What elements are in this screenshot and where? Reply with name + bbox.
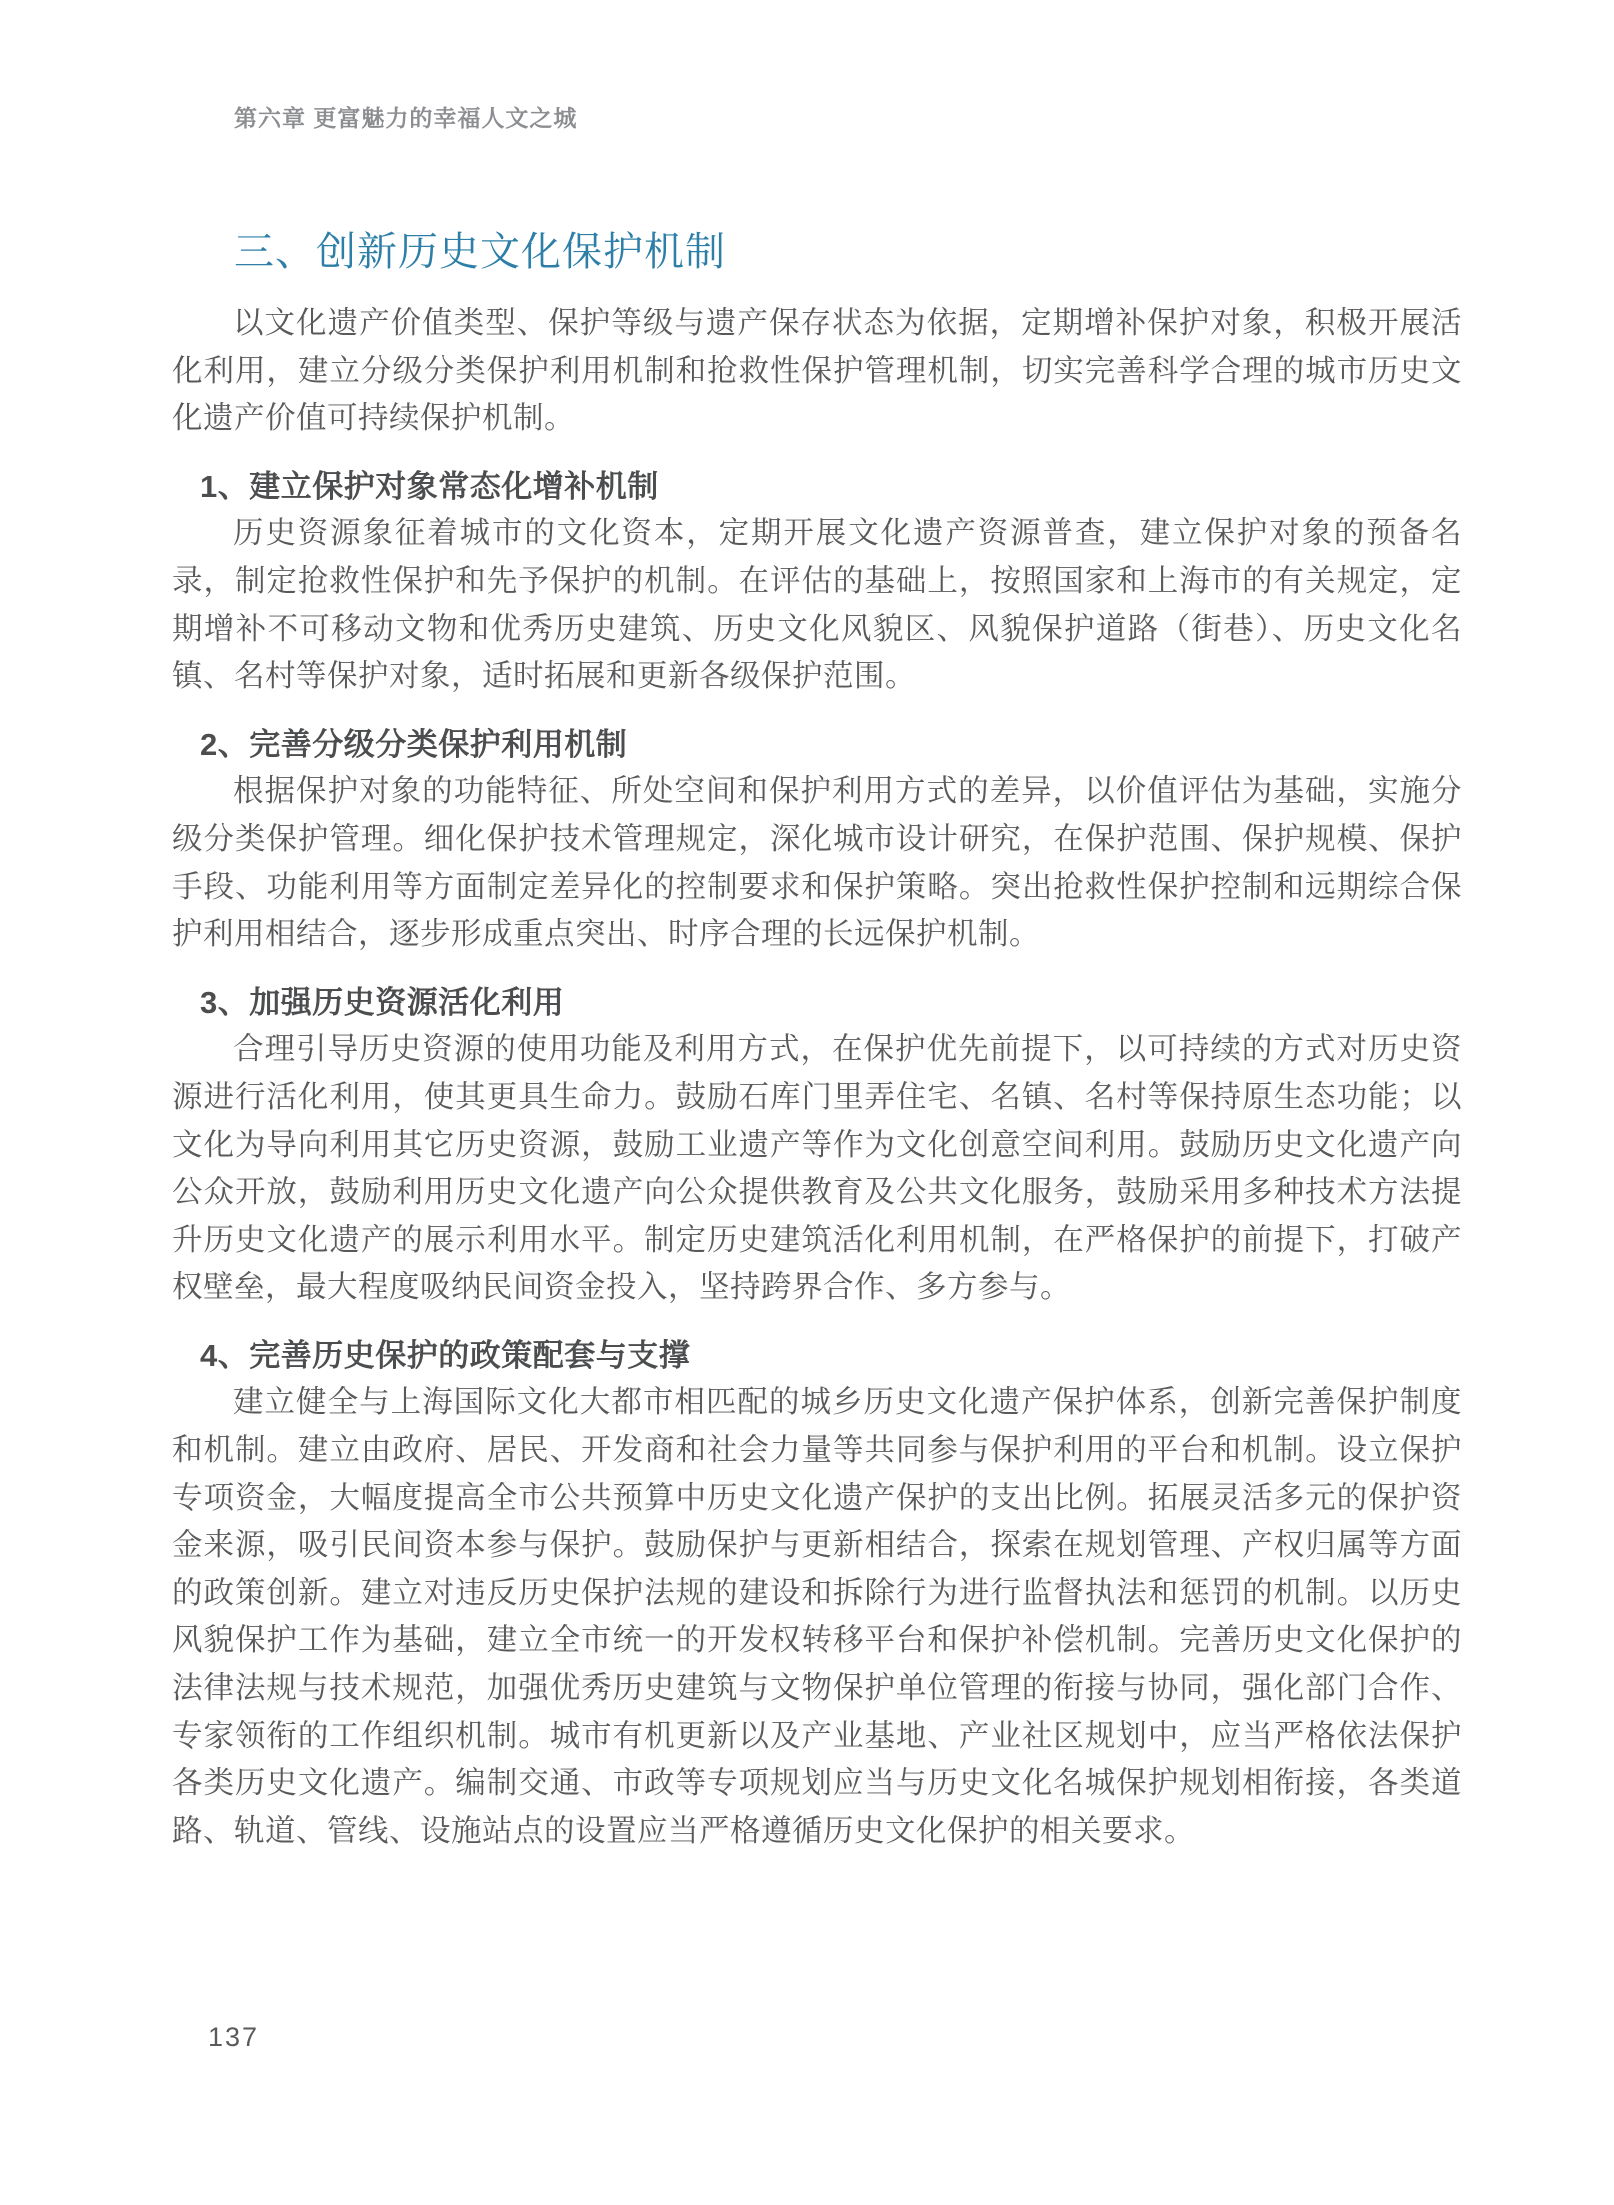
subsection-heading-1: 1、建立保护对象常态化增补机制 <box>200 468 659 504</box>
subsection-heading-4: 4、完善历史保护的政策配套与支撑 <box>200 1337 691 1373</box>
subsection-body-3: 合理引导历史资源的使用功能及利用方式，在保护优先前提下，以可持续的方式对历史资源进行活化利用，使其更具生命力。鼓励石库门里弄住宅、名镇、名村等保持原生态功能；以文化为导向利用其它历史资源，鼓励工业遗产等作为文化创意空间利用。鼓励历史文化遗产向公众开放，鼓励利用历史文化遗产向公众提供教育及公共文化服务，鼓励采用多种技术方法提升历史文化遗产的展示利用水平。制定历史建筑活化利用机制，在严格保护的前提下，打破产权壁垒，最大程度吸纳民间资金投入，坚持跨界合作、多方参与。 <box>172 1032 1462 1305</box>
intro-paragraph: 以文化遗产价值类型、保护等级与遗产保存状态为依据，定期增补保护对象，积极开展活化利用，建立分级分类保护利用机制和抢救性保护管理机制，切实完善科学合理的城市历史文化遗产价值可持续保护机制。 <box>172 306 1462 436</box>
subsection-heading-3: 3、加强历史资源活化利用 <box>200 984 565 1020</box>
page-content <box>172 104 1462 1855</box>
page-number: 137 <box>208 2022 260 2052</box>
subsection-body-4: 建立健全与上海国际文化大都市相匹配的城乡历史文化遗产保护体系，创新完善保护制度和机制。建立由政府、居民、开发商和社会力量等共同参与保护利用的平台和机制。设立保护专项资金，大幅度提高全市公共预算中历史文化遗产保护的支出比例。拓展灵活多元的保护资金来源，吸引民间资本参与保护。鼓励保护与更新相结合，探索在规划管理、产权归属等方面的政策创新。建立对违反历史保护法规的建设和拆除行为进行监督执法和惩罚的机制。以历史风貌保护工作为基础，建立全市统一的开发权转移平台和保护补偿机制。完善历史文化保护的法律法规与技术规范，加强优秀历史建筑与文物保护单位管理的衔接与协同，强化部门合作、专家领衔的工作组织机制。城市有机更新以及产业基地、产业社区规划中，应当严格依法保护各类历史文化遗产。编制交通、市政等专项规划应当与历史文化名城保护规划相衔接，各类道路、轨道、管线、设施站点的设置应当严格遵循历史文化保护的相关要求。 <box>172 1385 1462 1848</box>
chapter-running-header: 第六章 更富魅力的幸福人文之城 <box>234 105 578 131</box>
subsection-body-1: 历史资源象征着城市的文化资本，定期开展文化遗产资源普查，建立保护对象的预备名录，制定抢救性保护和先予保护的机制。在评估的基础上，按照国家和上海市的有关规定，定期增补不可移动文物和优秀历史建筑、历史文化风貌区、风貌保护道路（街巷）、历史文化名镇、名村等保护对象，适时拓展和更新各级保护范围。 <box>172 516 1462 694</box>
subsection-heading-2: 2、完善分级分类保护利用机制 <box>200 726 628 762</box>
section-title: 三、创新历史文化保护机制 <box>234 230 726 274</box>
subsection-body-2: 根据保护对象的功能特征、所处空间和保护利用方式的差异，以价值评估为基础，实施分级分类保护管理。细化保护技术管理规定，深化城市设计研究，在保护范围、保护规模、保护手段、功能利用等方面制定差异化的控制要求和保护策略。突出抢救性保护控制和远期综合保护利用相结合，逐步形成重点突出、时序合理的长远保护机制。 <box>172 774 1462 952</box>
